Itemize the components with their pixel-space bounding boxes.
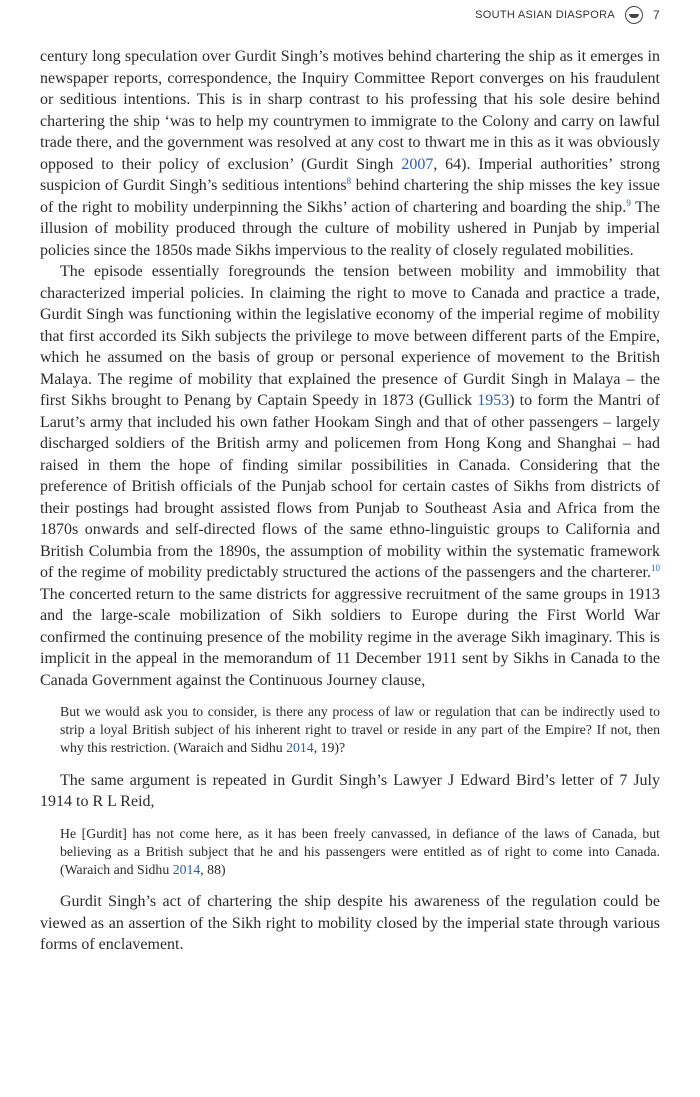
paragraph-1: century long speculation over Gurdit Singh’s motives behind chartering the ship as it emerges in newspaper reports, correspondence, the Inquiry Committee Report converges on his fraudulent or seditious intentions. This is in sharp contrast to his professing that his sole desire behind chartering the ship ‘was to help my countrymen to immigrate to the Colony and carry on lawful trade there, and the government was resolved at any cost to thwart me in this as it was obviously opposed to their policy of exclusion’ (Gurdit Singh 2007, 64). Imperial authorities’ strong suspicion of Gurdit Singh’s seditious intentions$^8$ behind chartering the ship misses the key issue of the right to mobility underpinning the Sikhs’ action of chartering and boarding the ship.$^9$ The illusion of mobility produced through the culture of mobility ushered in Punjab by imperial policies since the 1850s made Sikhs impervious to the reality of closely regulated mobilities. <box>40 48 661 259</box>
block-quote-2: He [Gurdit] has not come here, as it has been freely canvassed, in defiance of the laws of Canada, but believing as a British subject that he and his passengers were entitled as of right to come into Canada. (Waraich and Sidhu 2014, 88) <box>60 825 660 878</box>
paragraph-2: The episode essentially foregrounds the tension between mobility and immobility that characterized imperial policies. In claiming the right to move to Canada and practice a trade, Gurdit Singh was functioning within the legislative economy of the imperial regime of mobility that first accorded its Sikh subjects the privilege to move between different parts of the Empire, which he assumed on the basis of group or personal experience of movement to the British Malaya. The regime of mobility that explained the presence of Gurdit Singh in Malaya – the first Sikhs brought to Penang by Captain Speedy in 1873 (Gullick 1953) to form the Mantri of Larut’s army that included his own father Hookam Singh and that of other passengers – largely discharged soldiers of the British army and policemen from Hong Kong and Shanghai – had raised in them the hope of finding similar possibilities in Canada. Considering that the preference of British officials of the Punjab school for certain castes of Sikhs from districts of their postings had brought assisted flows from Punjab to Southeast Asia and Africa from the 1870s onwards and self-directed flows of the same ethno-linguistic groups to California and British Columbia from the 1890s, the assumption of mobility within the systematic framework of the regime of mobility predictably structured the actions of the passengers and the charterer.$^{10}$ The concerted return to the same districts for aggressive recruitment of the same groups in 1913 and the large-scale mobilization of Sikh soldiers to Europe during the First World War confirmed the continuing presence of the mobility regime in the average Sikh imaginary. This is implicit in the appeal in the memorandum of 11 December 1911 sent by Sikhs in Canada to the Canada Government against the Continuous Journey clause, <box>40 263 661 689</box>
citation-link[interactable]: 2007 <box>401 155 434 173</box>
journal-title: SOUTH ASIAN DIASPORA <box>475 9 616 21</box>
page-number: 7 <box>653 8 660 22</box>
citation-link[interactable]: 1953 <box>477 392 510 409</box>
block-quote-1: But we would ask you to consider, is there any process of law or regulation that can be indirectly used to strip a loyal British subject of his inherent right to travel or reside in any part of the Empire? If not, then why this restriction. (Waraich and Sidhu 2014, 19)? <box>60 704 660 756</box>
article-body <box>40 46 660 956</box>
running-header <box>475 6 660 24</box>
citation-link[interactable]: 2014 <box>286 740 314 756</box>
paragraph-4: Gurdit Singh’s act of chartering the ship despite his awareness of the regulation could be viewed as an assertion of the Sikh right to mobility closed by the imperial state through various forms of enclavement. <box>40 893 660 954</box>
paragraph-3: The same argument is repeated in Gurdit Singh’s Lawyer J Edward Bird’s letter of 7 July 1914 to R L Reid, <box>40 771 660 811</box>
footnote-10-link[interactable]: 10 <box>651 563 660 573</box>
citation-link[interactable]: 2014 <box>172 862 201 878</box>
journal-logo-icon <box>625 6 643 24</box>
footnote-8-link[interactable]: 8 <box>346 176 352 186</box>
footnote-9-link[interactable]: 9 <box>626 197 631 208</box>
